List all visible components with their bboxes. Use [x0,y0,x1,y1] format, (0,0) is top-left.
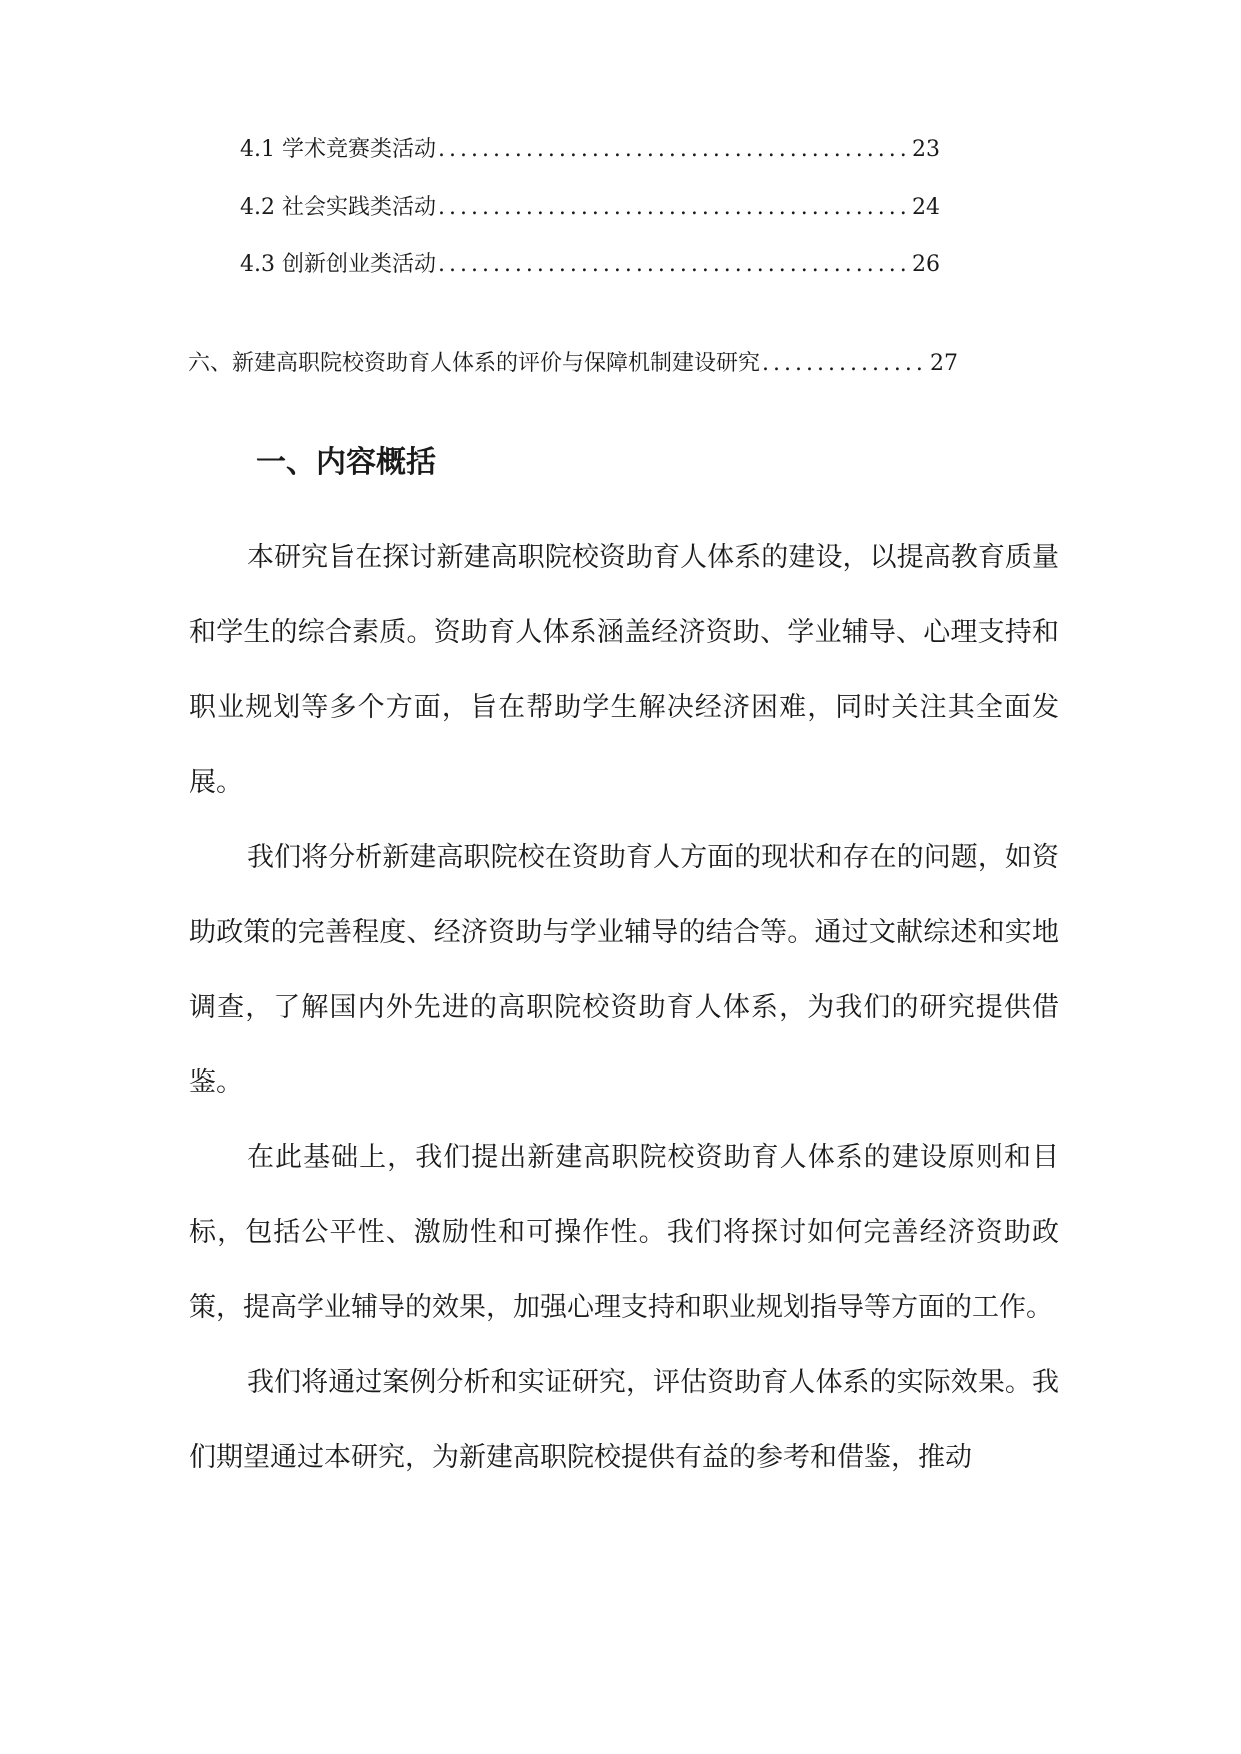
body-paragraph: 本研究旨在探讨新建高职院校资助育人体系的建设，以提高教育质量和学生的综合素质。资助育人体系涵盖经济资助、学业辅导、心理支持和职业规划等多个方面，旨在帮助学生解决经济困难，同时关注其全面发展。 [189,542,1059,798]
toc-entry-title: 4.1 学术竞赛类活动 [240,137,436,162]
toc-entry-title: 4.2 社会实践类活动 [240,195,436,220]
toc-entry[interactable] [240,193,940,223]
toc-entry-page: 23 [912,137,940,162]
toc-leader-dots [762,349,928,379]
toc-entry[interactable] [240,250,940,280]
toc-leader-dots [438,250,910,280]
section-body [189,520,1059,1495]
body-paragraph: 我们将分析新建高职院校在资助育人方面的现状和存在的问题，如资助政策的完善程度、经济资助与学业辅导的结合等。通过文献综述和实地调查，了解国内外先进的高职院校资助育人体系，为我们的研究提供借鉴。 [189,842,1059,1098]
toc-entry-page: 27 [930,351,958,376]
body-paragraph: 在此基础上，我们提出新建高职院校资助育人体系的建设原则和目标，包括公平性、激励性和可操作性。我们将探讨如何完善经济资助政策，提高学业辅导的效果，加强心理支持和职业规划指导等方面的工作。 [189,1142,1059,1323]
toc-entry-title: 4.3 创新创业类活动 [240,252,436,277]
toc-leader-dots [438,135,910,165]
body-paragraph: 我们将通过案例分析和实证研究，评估资助育人体系的实际效果。我们期望通过本研究，为新建高职院校提供有益的参考和借鉴，推动 [189,1367,1059,1473]
toc-entry-page: 26 [912,252,940,277]
section-heading: 一、内容概括 [256,445,436,480]
toc-entry-page: 24 [912,195,940,220]
toc-entry-title: 六、新建高职院校资助育人体系的评价与保障机制建设研究 [188,351,761,376]
toc-leader-dots [438,193,910,223]
toc-entry[interactable] [188,349,958,379]
toc-entry[interactable] [240,135,940,165]
